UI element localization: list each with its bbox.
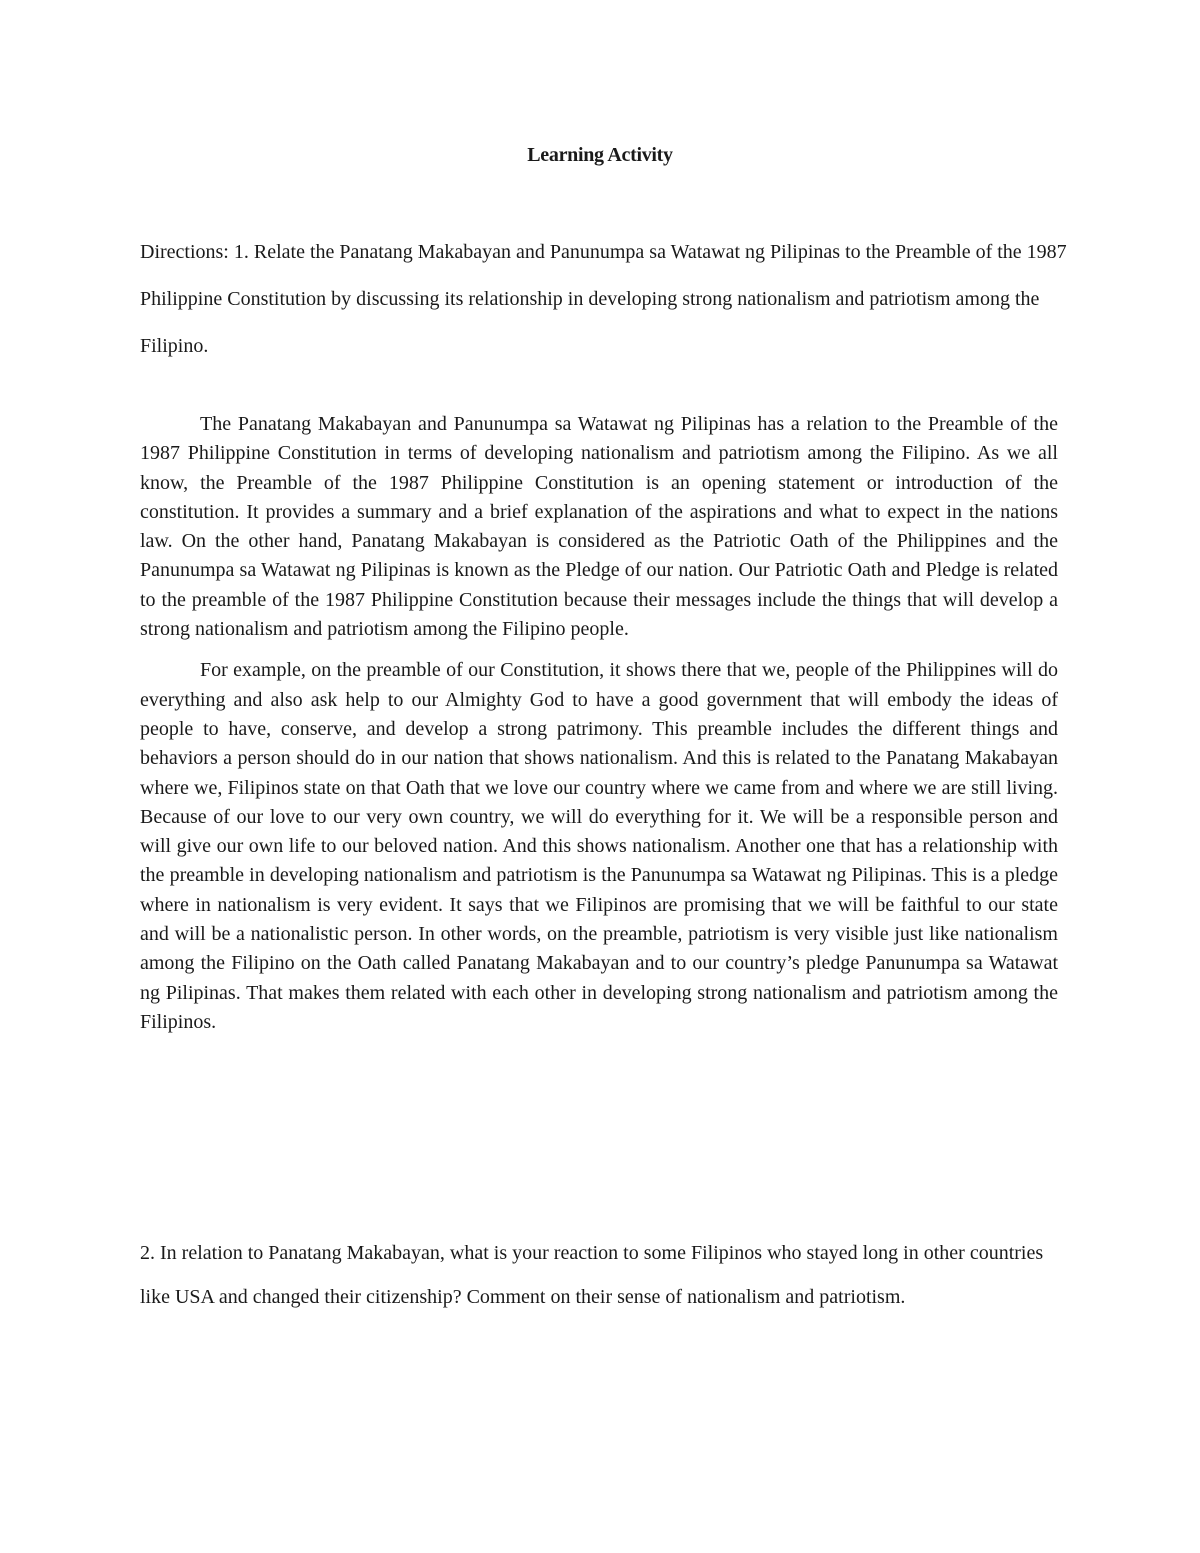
directions-text: Directions: 1. Relate the Panatang Makabayan and Panunumpa sa Watawat ng Pilipinas to the Preamble of the 1987 Philippine Constitution by discussing its relationship in developing strong nationalism and patriotism among the Filipino. [140, 241, 1067, 357]
question-2-text: 2. In relation to Panatang Makabayan, what is your reaction to some Filipinos who stayed long in other countries like USA and changed their citizenship? Comment on their sense of nationalism and patriotism. [140, 1242, 1044, 1308]
answer-section [140, 410, 1058, 1049]
document-title: Learning Activity [527, 144, 673, 166]
answer-paragraph: For example, on the preamble of our Constitution, it shows there that we, people of the Philippines will do everything and also ask help to our Almighty God to have a good government that will embody the ideas of people to have, conserve, and develop a strong patrimony. This preamble includes the different things and behaviors a person should do in our nation that shows nationalism. And this is related to the Panatang Makabayan where we, Filipinos state on that Oath that we love our country where we came from and where we are still living. Because of our love to our very own country, we will do everything for it. We will be a responsible person and will give our own life to our beloved nation. And this shows nationalism. Another one that has a relationship with the preamble in developing nationalism and patriotism is the Panunumpa sa Watawat ng Pilipinas. This is a pledge where in nationalism is very evident. It says that we Filipinos are promising that we will be faithful to our state and will be a nationalistic person. In other words, on the preamble, patriotism is very visible just like nationalism among the Filipino on the Oath called Panatang Makabayan and to our country’s pledge Panunumpa sa Watawat ng Pilipinas. That makes them related with each other in developing strong nationalism and patriotism among the Filipinos. [140, 659, 1058, 1033]
answer-paragraph: The Panatang Makabayan and Panunumpa sa Watawat ng Pilipinas has a relation to the Preamble of the 1987 Philippine Constitution in terms of developing nationalism and patriotism among the Filipino. As we all know, the Preamble of the 1987 Philippine Constitution is an opening statement or introduction of the constitution. It provides a summary and a brief explanation of the aspirations and what to expect in the nations law. On the other hand, Panatang Makabayan is considered as the Patriotic Oath of the Philippines and the Panunumpa sa Watawat ng Pilipinas is known as the Pledge of our nation. Our Patriotic Oath and Pledge is related to the preamble of the 1987 Philippine Constitution because their messages include the things that will develop a strong nationalism and patriotism among the Filipino people. [140, 413, 1058, 641]
